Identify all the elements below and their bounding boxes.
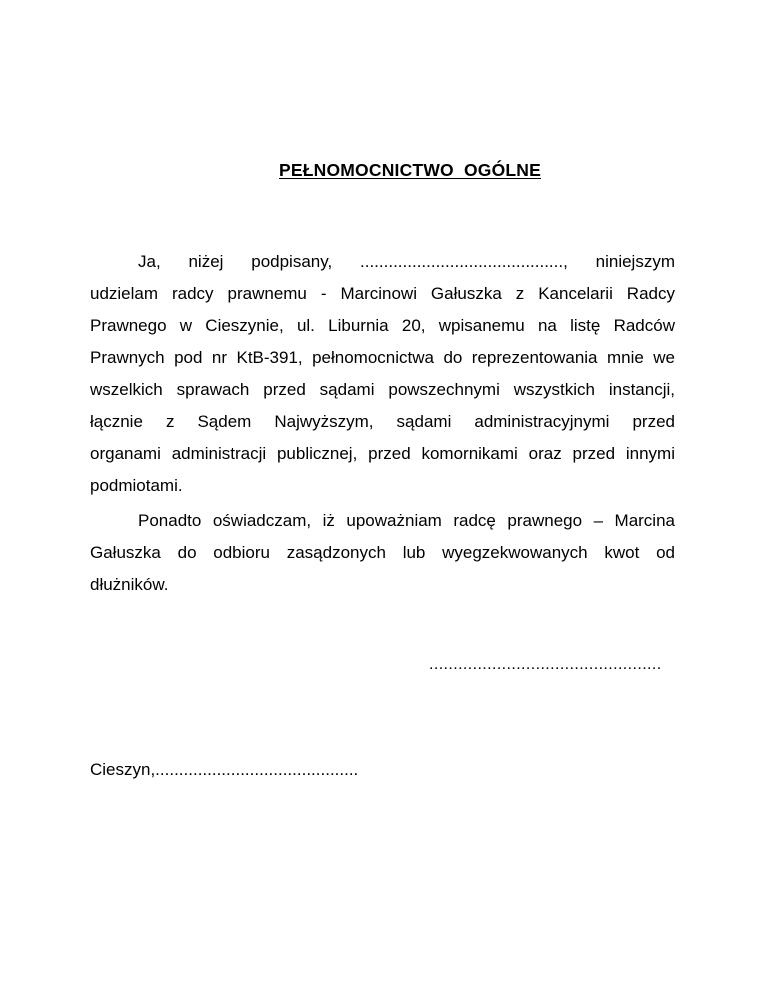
- signature-line: ................................................: [429, 656, 662, 673]
- paragraph-line: Gałuszka do odbioru zasądzonych lub wyegzekwowanych kwot od: [90, 543, 675, 562]
- paragraph-line: podmiotami.: [90, 476, 183, 495]
- paragraph-line: dłużników.: [90, 575, 169, 594]
- place-date-line: Cieszyn,...........................................: [90, 760, 359, 779]
- paragraph-line: udzielam radcy prawnemu - Marcinowi Gałuszka z Kancelarii Radcy: [90, 284, 675, 303]
- paragraph-line: organami administracji publicznej, przed komornikami oraz przed innymi: [90, 444, 675, 463]
- document-title: PEŁNOMOCNICTWO OGÓLNE: [278, 160, 542, 180]
- authorization-paragraph: [90, 246, 675, 502]
- paragraph-line: Ponadto oświadczam, iż upoważniam radcę prawnego – Marcina: [138, 511, 675, 530]
- paragraph-line: Ja, niżej podpisany, ..........................................., niniejszym: [138, 252, 675, 271]
- paragraph-line: Prawnego w Cieszynie, ul. Liburnia 20, wpisanemu na listę Radców: [90, 316, 675, 335]
- paragraph-line: Prawnych pod nr KtB-391, pełnomocnictwa do reprezentowania mnie we: [90, 348, 675, 367]
- debt-collection-paragraph: [90, 505, 675, 601]
- paragraph-line: wszelkich sprawach przed sądami powszechnymi wszystkich instancji,: [90, 380, 675, 399]
- paragraph-line: łącznie z Sądem Najwyższym, sądami administracyjnymi przed: [90, 412, 675, 431]
